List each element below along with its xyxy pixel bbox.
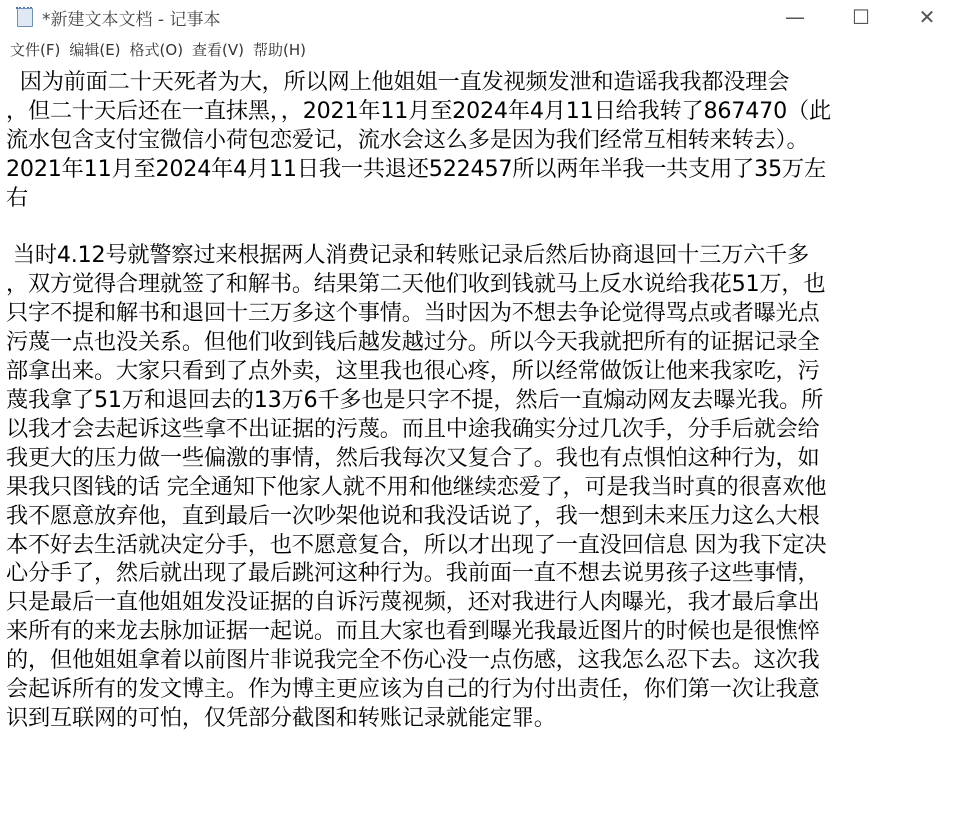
text-line: 我更大的压力做一些偏激的事情，然后我每次又复合了。我也有点惧怕这种行为，如	[6, 444, 820, 471]
text-line: ，但二十天后还在一直抹黑，，2021年11月至2024年4月11日给我转了867470（此	[6, 97, 831, 124]
notepad-icon	[14, 7, 34, 27]
window-controls	[762, 0, 960, 34]
close-button[interactable]: ✕	[918, 5, 936, 29]
menu-view[interactable]: 查看(V)	[192, 40, 245, 59]
text-line: 流水包含支付宝微信小荷包恋爱记，流水会这么多是因为我们经常互相转来转去）。	[6, 126, 809, 153]
text-line	[6, 213, 960, 242]
text-line: 来所有的来龙去脉加证据一起说。而且大家也看到曝光我最近图片的时候也是很憔悴	[6, 618, 820, 645]
text-line: 污蔑一点也没关系。但他们收到钱后越发越过分。所以今天我就把所有的证据记录全	[6, 329, 820, 356]
menu-edit[interactable]: 编辑(E)	[69, 40, 121, 59]
minimize-button[interactable]: —	[785, 5, 805, 29]
text-line: 心分手了，然后就出现了最后跳河这种行为。我前面一直不想去说男孩子这些事情，	[6, 560, 820, 587]
text-line: 右	[6, 184, 28, 211]
text-line: 只是最后一直他姐姐发没证据的自诉污蔑视频，还对我进行人肉曝光，我才最后拿出	[6, 589, 820, 616]
text-line: 会起诉所有的发文博主。作为博主更应该为自己的行为付出责任，你们第一次让我意	[6, 676, 820, 703]
text-line: 当时4.12号就警察过来根据两人消费记录和转账记录后然后协商退回十三万六千多	[6, 242, 810, 269]
menu-help[interactable]: 帮助(H)	[253, 40, 306, 59]
text-line: 以我才会去起诉这些拿不出证据的污蔑。而且中途我确实分过几次手，分手后就会给	[6, 415, 820, 442]
text-line: 只字不提和解书和退回十三万多这个事情。当时因为不想去争论觉得骂点或者曝光点	[6, 300, 820, 327]
text-line: 本不好去生活就决定分手，也不愿意复合，所以才出现了一直没回信息 因为我下定决	[6, 531, 827, 558]
text-line: 部拿出来。大家只看到了点外卖，这里我也很心疼，所以经常做饭让他来我家吃，污	[6, 358, 820, 385]
text-line: 因为前面二十天死者为大，所以网上他姐姐一直发视频发泄和造谣我我都没理会	[6, 69, 790, 95]
text-line: 识到互联网的可怕，仅凭部分截图和转账记录就能定罪。	[6, 704, 556, 731]
title-bar[interactable]	[0, 0, 960, 34]
text-line: 果我只图钱的话 完全通知下他家人就不用和他继续恋爱了，可是我当时真的很喜欢他	[6, 473, 827, 500]
text-line: 我不愿意放弃他，直到最后一次吵架他说和我没话说了，我一想到未来压力这么大根	[6, 502, 820, 529]
menu-file[interactable]: 文件(F)	[10, 40, 61, 59]
menu-format[interactable]: 格式(O)	[129, 40, 184, 59]
window-title: *新建文本文档 - 记事本	[42, 9, 221, 30]
text-line: ，双方觉得合理就签了和解书。结果第二天他们收到钱就马上反水说给我花51万，也	[6, 271, 826, 298]
text-editor[interactable]	[0, 64, 960, 837]
maximize-button[interactable]: ☐	[852, 5, 870, 29]
text-line: 蔑我拿了51万和退回去的13万6千多也是只字不提，然后一直煽动网友去曝光我。所	[6, 386, 824, 413]
document-text	[0, 64, 960, 733]
menu-bar	[0, 34, 960, 64]
text-line: 2021年11月至2024年4月11日我一共退还522457所以两年半我一共支用了35万左	[6, 155, 826, 182]
text-line: 的，但他姐姐拿着以前图片非说我完全不伤心没一点伤感，这我怎么忍下去。这次我	[6, 647, 820, 674]
